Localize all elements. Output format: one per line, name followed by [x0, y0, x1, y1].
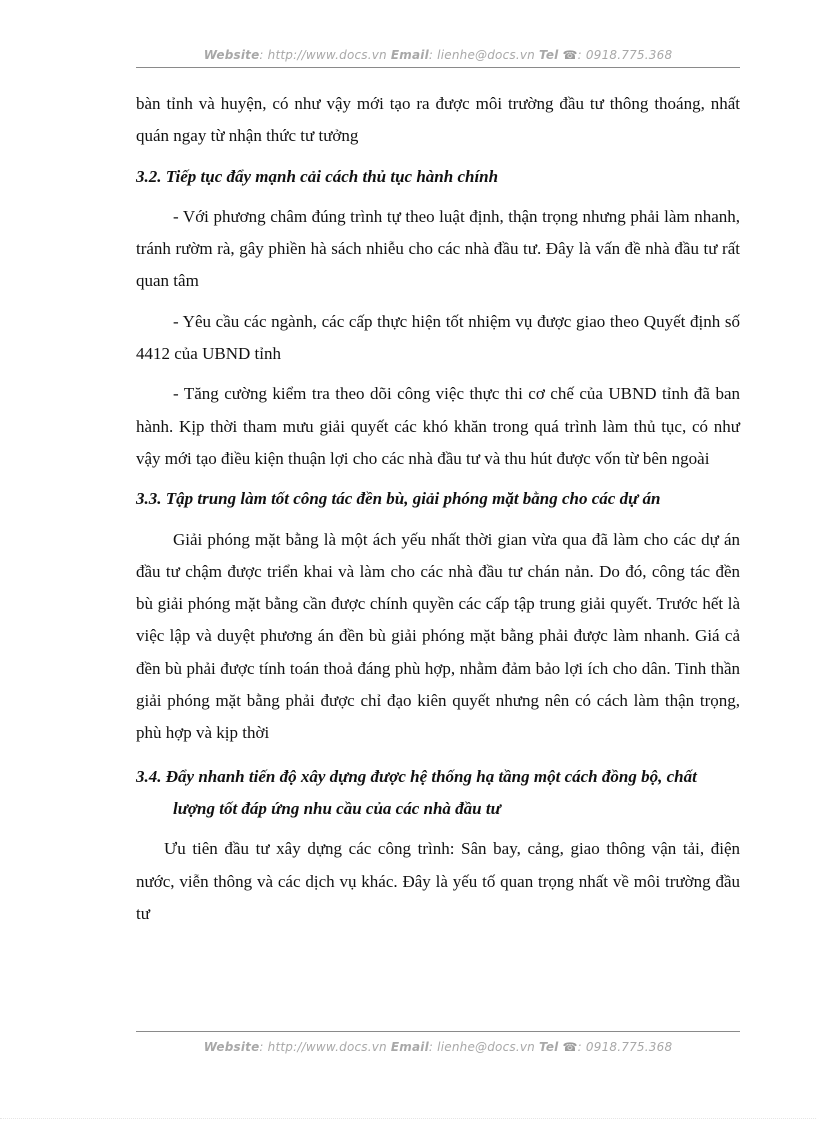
heading-3-4: 3.4. Đẩy nhanh tiến độ xây dựng được hệ thống hạ tầng một cách đồng bộ, chất lượng tốt đáp ứng nhu cầu của các nhà đầu tư	[136, 766, 697, 818]
paragraph-5: Giải phóng mặt bằng là một ách yếu nhất thời gian vừa qua đã làm cho các dự án đầu tư chậm được triển khai và làm cho các nhà đầu tư chán nản. Do đó, công tác đền bù giải phóng mặt bằng cần được chính quyền các cấp tập trung giải quyết. Trước hết là việc lập và duyệt phương án đền bù giải phóng mặt bằng phải được làm nhanh. Giá cả đền bù phải được tính toán thoả đáng phù hợp, nhằm đảm bảo lợi ích cho dân. Tinh thần giải phóng mặt bằng phải được chỉ đạo kiên quyết nhưng nên có cách làm thận trọng, phù hợp và kịp thời	[136, 529, 740, 743]
page-header	[136, 48, 740, 62]
footer-website-value: : http://www.docs.vn	[259, 1040, 387, 1054]
document-body	[136, 88, 740, 930]
tel-label: Tel	[538, 48, 559, 62]
footer-website-label: Website	[203, 1040, 260, 1054]
footer-tel-value: : 0918.775.368	[577, 1040, 673, 1054]
paragraph-4: - Tăng cường kiểm tra theo dõi công việc thực thi cơ chế của UBND tỉnh đã ban hành. Kịp thời tham mưu giải quyết các khó khăn trong quá trình làm thủ tục, có như vậy mới tạo điều kiện thuận lợi cho các nhà đầu tư và thu hút được vốn từ bên ngoài	[136, 384, 740, 468]
footer-telephone-icon: ☎	[562, 1040, 578, 1054]
page-bottom-dotted-edge	[0, 1118, 816, 1119]
telephone-icon: ☎	[562, 48, 578, 62]
footer-email-value: : lienhe@docs.vn	[428, 1040, 535, 1054]
footer-tel-label: Tel	[538, 1040, 559, 1054]
paragraph-6: Ưu tiên đầu tư xây dựng các công trình: Sân bay, cảng, giao thông vận tải, điện nước, viễn thông và các dịch vụ khác. Đây là yếu tố quan trọng nhất về môi trường đầu tư	[136, 839, 740, 923]
paragraph-1: bàn tỉnh và huyện, có như vậy mới tạo ra được môi trường đầu tư thông thoáng, nhất quán ngay từ nhận thức tư tưởng	[136, 94, 740, 146]
tel-value: : 0918.775.368	[577, 48, 673, 62]
footer-rule	[136, 1031, 740, 1032]
page-footer	[136, 1040, 740, 1054]
email-value: : lienhe@docs.vn	[428, 48, 535, 62]
footer-email-label: Email	[390, 1040, 429, 1054]
heading-3-3: 3.3. Tập trung làm tốt công tác đền bù, giải phóng mặt bằng cho các dự án	[136, 489, 661, 509]
paragraph-2: - Với phương châm đúng trình tự theo luật định, thận trọng nhưng phải làm nhanh, tránh rườm rà, gây phiền hà sách nhiễu cho các nhà đầu tư. Đây là vấn đề nhà đầu tư rất quan tâm	[136, 206, 740, 291]
paragraph-3: - Yêu cầu các ngành, các cấp thực hiện tốt nhiệm vụ được giao theo Quyết định số 4412 của UBND tỉnh	[136, 311, 740, 364]
website-value: : http://www.docs.vn	[259, 48, 387, 62]
email-label: Email	[390, 48, 429, 62]
website-label: Website	[203, 48, 260, 62]
header-rule	[136, 67, 740, 68]
heading-3-2: 3.2. Tiếp tục đẩy mạnh cải cách thủ tục hành chính	[136, 166, 499, 186]
